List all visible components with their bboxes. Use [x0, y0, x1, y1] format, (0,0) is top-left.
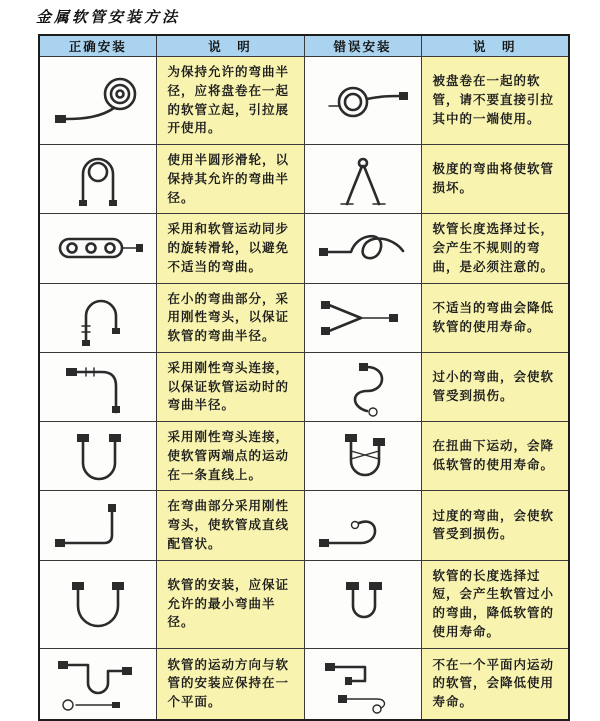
correct-illustration-cell [39, 214, 156, 283]
wrong-description: 不在一个平面内运动的软管，会降低使用寿命。 [421, 648, 569, 720]
wrong-description: 软管的长度选择过短，会产生软管过小的弯曲，降低软管的使用寿命。 [421, 560, 569, 648]
table-row [39, 352, 569, 421]
table-row [39, 422, 569, 491]
table-row [39, 145, 569, 214]
table-row [39, 57, 569, 145]
hose-coil-pulled-icon [311, 72, 415, 130]
table-row [39, 648, 569, 720]
rotating-pulley-track-icon [46, 223, 150, 273]
rigid-elbow-connection-icon [46, 358, 150, 416]
correct-description: 采用刚性弯头连接，使软管两端点的运动在一条直线上。 [156, 422, 304, 491]
wide-u-min-bend-radius-icon [46, 576, 150, 632]
correct-description: 采用刚性弯头连接，以保证软管运动时的弯曲半径。 [156, 352, 304, 421]
wrong-illustration-cell [304, 214, 421, 283]
correct-illustration-cell [39, 145, 156, 214]
s-hook-tight-bend-icon [311, 357, 415, 417]
sharp-kink-bend-icon [311, 150, 415, 208]
wrong-description: 不适当的弯曲会降低软管的使用寿命。 [421, 283, 569, 352]
table-row [39, 283, 569, 352]
correct-description: 使用半圆形滑轮，以保持其允许的弯曲半径。 [156, 145, 304, 214]
correct-illustration-cell [39, 491, 156, 560]
over-bent-l-hose-icon [311, 497, 415, 553]
l-shape-rigid-elbow-icon [46, 497, 150, 553]
wrong-illustration-cell [304, 57, 421, 145]
out-of-plane-hose-icon [311, 653, 415, 715]
correct-illustration-cell [39, 422, 156, 491]
wrong-illustration-cell [304, 283, 421, 352]
wrong-description: 过度的弯曲，会使软管受到损伤。 [421, 491, 569, 560]
header-correct-install: 正确安装 [39, 35, 156, 57]
correct-description: 在弯曲部分采用刚性弯头，使软管成直线配管状。 [156, 491, 304, 560]
twisted-u-hose-icon [311, 427, 415, 485]
installation-methods-table [38, 34, 570, 721]
short-narrow-u-hose-icon [311, 576, 415, 632]
wrong-illustration-cell [304, 560, 421, 648]
wrong-illustration-cell [304, 648, 421, 720]
wrong-description: 极度的弯曲将使软管损坏。 [421, 145, 569, 214]
correct-illustration-cell [39, 352, 156, 421]
table-row [39, 214, 569, 283]
table-row [39, 491, 569, 560]
correct-illustration-cell [39, 560, 156, 648]
header-wrong-install: 错误安装 [304, 35, 421, 57]
wrong-description: 在扭曲下运动，会降低软管的使用寿命。 [421, 422, 569, 491]
u-trap-single-plane-icon [46, 653, 150, 715]
header-row [39, 35, 569, 57]
hose-coil-upright-icon [46, 70, 150, 132]
page [0, 6, 600, 710]
correct-description: 软管的运动方向与软管的安装应保持在一个平面。 [156, 648, 304, 720]
header-wrong-desc: 说 明 [421, 35, 569, 57]
correct-description: 在小的弯曲部分，采用刚性弯头，以保证软管的弯曲半径。 [156, 283, 304, 352]
page-title: 金属软管安装方法 [36, 8, 181, 26]
correct-description: 为保持允许的弯曲半径，应将盘卷在一起的软管立起，引拉展开使用。 [156, 57, 304, 145]
correct-description: 采用和软管运动同步的旋转滑轮，以避免不适当的弯曲。 [156, 214, 304, 283]
wrong-illustration-cell [304, 491, 421, 560]
wrong-description: 被盘卷在一起的软管，请不要直接引拉其中的一端使用。 [421, 57, 569, 145]
sharp-junction-bend-icon [311, 291, 415, 345]
correct-illustration-cell [39, 57, 156, 145]
correct-illustration-cell [39, 648, 156, 720]
wrong-illustration-cell [304, 422, 421, 491]
correct-illustration-cell [39, 283, 156, 352]
wrong-description: 过小的弯曲，会使软管受到损伤。 [421, 352, 569, 421]
wrong-illustration-cell [304, 145, 421, 214]
rigid-elbow-loop-icon [46, 288, 150, 348]
header-correct-desc: 说 明 [156, 35, 304, 57]
irregular-loop-hose-icon [311, 219, 415, 277]
wrong-illustration-cell [304, 352, 421, 421]
u-hose-straight-line-ends-icon [46, 427, 150, 485]
table-row [39, 560, 569, 648]
wrong-description: 软管长度选择过长，会产生不规则的弯曲，是必须注意的。 [421, 214, 569, 283]
semicircular-pulley-icon [46, 150, 150, 208]
correct-description: 软管的安装，应保证允许的最小弯曲半径。 [156, 560, 304, 648]
